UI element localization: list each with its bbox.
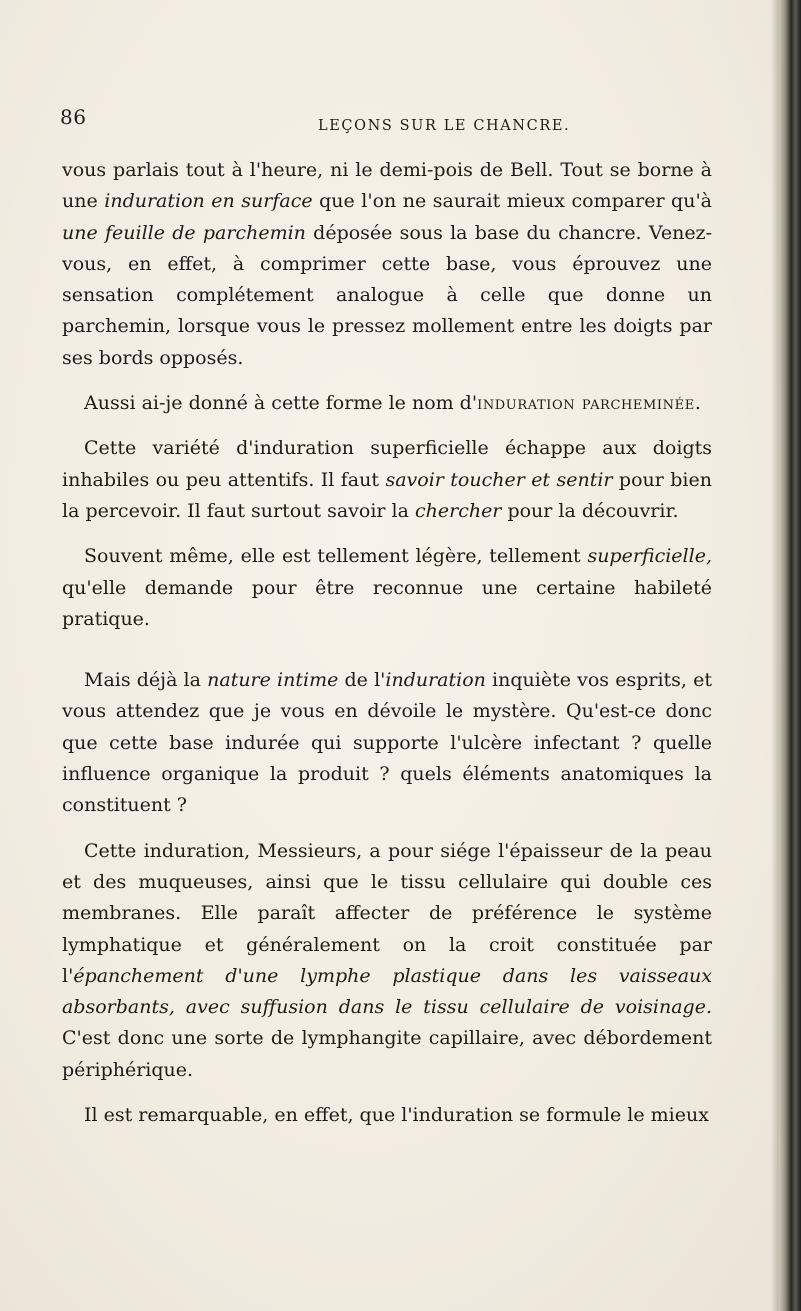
paragraph-3: Cette variété d'induration superficielle échappe aux doigts inhabiles ou peu attentifs. Il faut savoir toucher et sentir pour bien la percevoir. Il faut surtout savoir la chercher pour la découvrir. <box>62 437 712 522</box>
paragraph-7: Il est remarquable, en effet, que l'induration se formule le mieux <box>84 1104 709 1127</box>
paragraph-2: Aussi ai-je donné à cette forme le nom d'induration parcheminée. <box>84 392 701 415</box>
paragraph-6: Cette induration, Messieurs, a pour siége l'épaisseur de la peau et des muqueuses, ainsi que le tissu cellulaire qui double ces membranes. Elle paraît affecter de préférence le système lymphatique et généralement on la croit constituée par l'épanchement d'une lymphe plastique dans les vaisseaux absorbants, avec suffusion dans le tissu cellulaire de voisinage. C'est donc une sorte de lymphangite capillaire, avec débordement périphérique. <box>62 839 712 1081</box>
emphasis: superficielle, <box>587 545 712 568</box>
emphasis: une feuille de parchemin <box>62 221 306 244</box>
emphasis: chercher <box>414 499 502 522</box>
body-text <box>62 155 712 1131</box>
binding-edge <box>779 0 801 1311</box>
running-head: LEÇONS SUR LE CHANCRE. <box>318 118 571 134</box>
emphasis: épanchement d'une lymphe plastique dans les vaisseaux absorbants, avec suffusion dans le tissu cellulaire de voisinage. <box>62 964 712 1019</box>
paragraph-5: Mais déjà la nature intime de l'induration inquiète vos esprits, et vous attendez que je vous en dévoile le mystère. Qu'est-ce donc que cette base indurée qui supporte l'ulcère infectant ? quelle influence organique la produit ? quels éléments anatomiques la constituent ? <box>62 669 712 817</box>
emphasis: induration <box>385 669 486 692</box>
page-gutter-shadow <box>771 0 779 1311</box>
paragraph-4: Souvent même, elle est tellement légère, tellement superficielle, qu'elle demande pour être reconnue une certaine habileté pratique. <box>62 545 712 630</box>
emphasis: induration en surface <box>104 190 313 213</box>
small-caps-term: induration parcheminée <box>477 392 695 415</box>
emphasis: nature intime <box>207 669 339 692</box>
paragraph-1: vous parlais tout à l'heure, ni le demi-pois de Bell. Tout se borne à une induration en surface que l'on ne saurait mieux comparer qu'à une feuille de parchemin déposée sous la base du chancre. Venez-vous, en effet, à comprimer cette base, vous éprouvez une sensation complétement analogue à celle que donne un parchemin, lorsque vous le pressez mollement entre les doigts par ses bords opposés. <box>62 159 712 369</box>
page-number: 86 <box>60 105 87 129</box>
emphasis: savoir toucher et sentir <box>385 468 613 491</box>
